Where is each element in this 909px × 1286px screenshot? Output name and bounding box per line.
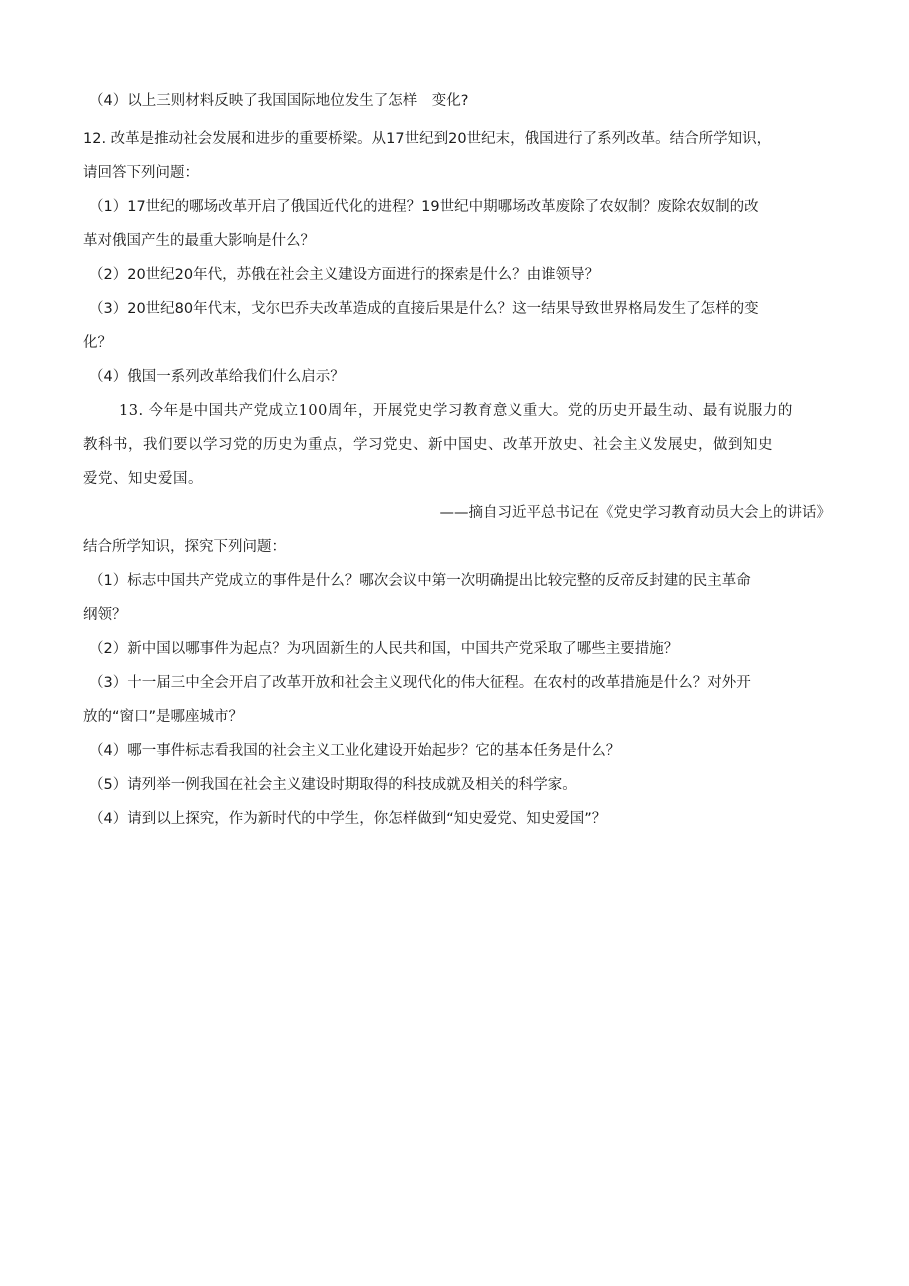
q13-sub4: （4）哪一事件标志看我国的社会主义工业化建设开始起步？它的基本任务是什么？	[89, 743, 621, 759]
q12-sub1-line2: 革对俄国产生的最重大影响是什么？	[83, 233, 315, 249]
q13-sub2: （2）新中国以哪事件为起点？为巩固新生的人民共和国，中国共产党采取了哪些主要措施？	[89, 641, 679, 657]
q13-sub1-line2: 纲领？	[83, 607, 127, 623]
q13-prompt: 结合所学知识，探究下列问题：	[83, 539, 286, 555]
q11-sub4: （4）以上三则材料反映了我国国际地位发生了怎样 变化?	[89, 93, 469, 109]
q12-sub4: （4）俄国一系列改革给我们什么启示？	[89, 369, 345, 385]
q12-sub2: （2）20世纪20年代，苏俄在社会主义建设方面进行的探索是什么？由谁领导？	[89, 267, 600, 283]
q13-quote-line2: 教科书，我们要以学习党的历史为重点，学习党史、新中国史、改革开放史、社会主义发展史，做到知史	[83, 437, 773, 453]
q13-quote-line3: 爱党、知史爱国。	[83, 471, 203, 487]
document-page	[83, 84, 831, 836]
q13-sub3-line1: （3）十一届三中全会开启了改革开放和社会主义现代化的伟大征程。在农村的改革措施是什么？对外开	[89, 675, 751, 691]
q12-intro-line1: 12. 改革是推动社会发展和进步的重要桥梁。从17世纪到20世纪末，俄国进行了系列改革。结合所学知识，	[83, 131, 772, 147]
q13-quote-line1: 13. 今年是中国共产党成立100周年，开展党史学习教育意义重大。党的历史开最生动、最有说服力的	[119, 403, 793, 419]
q12-sub1-line1: （1）17世纪的哪场改革开启了俄国近代化的进程？19世纪中期哪场改革废除了农奴制？废除农奴制的改	[89, 199, 759, 215]
q13-sub1-line1: （1）标志中国共产党成立的事件是什么？哪次会议中第一次明确提出比较完整的反帝反封建的民主革命	[89, 573, 751, 589]
q12-sub3-line1: （3）20世纪80年代末，戈尔巴乔夫改革造成的直接后果是什么？这一结果导致世界格局发生了怎样的变	[89, 301, 759, 317]
q13-sub5: （5）请列举一例我国在社会主义建设时期取得的科技成就及相关的科学家。	[89, 777, 577, 793]
q13-quote-source: ——摘自习近平总书记在《党史学习教育动员大会上的讲话》	[439, 505, 831, 521]
q12-sub3-line2: 化？	[83, 335, 112, 351]
q13-sub3-line2: 放的“窗口”是哪座城市？	[83, 709, 244, 725]
q12-intro-line2: 请回答下列问题：	[83, 165, 199, 181]
q13-sub6: （4）请到以上探究，作为新时代的中学生，你怎样做到“知史爱党、知史爱国”？	[89, 811, 607, 827]
